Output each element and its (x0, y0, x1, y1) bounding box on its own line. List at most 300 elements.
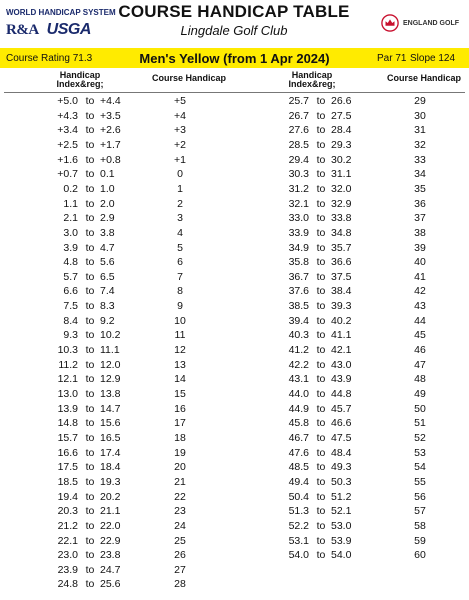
course-handicap-value: +4 (174, 109, 186, 122)
index-range-low: 10.3 (57, 344, 78, 357)
range-separator: to (316, 300, 326, 313)
whs-text: WORLD HANDICAP SYSTEM (6, 8, 116, 17)
index-range-low: 19.4 (57, 490, 78, 503)
range-separator: to (85, 300, 95, 313)
index-range-high: 33.8 (331, 212, 352, 225)
index-range-high: 13.8 (100, 388, 121, 400)
index-range-low: 12.1 (57, 373, 78, 386)
course-handicap-value: 3 (177, 212, 183, 225)
index-range-low: 36.7 (288, 270, 309, 283)
index-range-high: 7.4 (100, 285, 115, 298)
course-handicap-value: +1 (174, 153, 186, 166)
index-range-low: 22.1 (57, 534, 78, 547)
range-separator: to (85, 314, 95, 327)
index-range-low: 25.7 (288, 95, 309, 107)
range-separator: to (316, 446, 326, 459)
table-row (0, 166, 469, 182)
course-handicap-value: 14 (174, 373, 186, 386)
index-range-high: 24.7 (100, 563, 121, 576)
index-range-high: 54.0 (331, 549, 352, 562)
index-range-low: 34.9 (288, 241, 309, 254)
index-range-high: 26.6 (331, 95, 352, 107)
table-row (0, 152, 469, 168)
course-handicap-value: 44 (414, 314, 426, 327)
england-golf-emblem-icon (381, 14, 399, 32)
course-handicap-value: 26 (174, 549, 186, 562)
index-range-high: +4.4 (100, 95, 121, 107)
index-range-low: 41.2 (288, 344, 309, 357)
range-separator: to (316, 358, 326, 371)
course-handicap-value: 39 (414, 241, 426, 254)
index-range-low: 17.5 (57, 461, 78, 474)
index-range-low: 16.6 (57, 446, 78, 459)
index-range-low: 32.1 (288, 197, 309, 210)
index-range-low: 0.2 (63, 182, 78, 195)
index-range-high: 11.1 (100, 344, 120, 357)
table-row (0, 240, 469, 256)
course-handicap-value: 20 (174, 461, 186, 474)
index-range-high: 32.9 (331, 197, 352, 210)
course-handicap-value: 11 (174, 329, 186, 342)
index-range-low: 11.2 (58, 358, 78, 371)
course-handicap-value: 22 (174, 490, 186, 503)
index-range-low: 50.4 (288, 490, 309, 503)
index-range-low: +1.6 (57, 153, 78, 166)
index-range-high: 40.2 (331, 314, 352, 327)
course-handicap-value: 23 (174, 505, 186, 518)
range-separator: to (85, 431, 95, 444)
course-handicap-value: 43 (414, 300, 426, 313)
range-separator: to (85, 534, 95, 547)
table-row (0, 327, 469, 343)
course-handicap-value: 13 (174, 358, 186, 371)
range-separator: to (316, 256, 326, 269)
index-range-low: 29.4 (288, 153, 309, 166)
index-range-low: +5.0 (57, 95, 78, 107)
course-handicap-value: 5 (177, 241, 183, 254)
handicap-index-header-right (277, 71, 347, 89)
index-range-low: 18.5 (57, 475, 78, 488)
range-separator: to (85, 256, 95, 269)
index-range-low: 26.7 (288, 109, 309, 122)
index-range-high: 8.3 (100, 300, 115, 313)
index-range-high: +2.6 (100, 124, 121, 137)
course-handicap-value: 45 (414, 329, 426, 342)
index-range-low: 14.8 (57, 417, 78, 430)
range-separator: to (85, 388, 95, 400)
course-handicap-value: 40 (414, 256, 426, 269)
index-range-high: 37.5 (331, 270, 352, 283)
index-range-high: 43.0 (331, 358, 352, 371)
index-range-low: 52.2 (288, 519, 309, 532)
england-golf-logo (381, 14, 459, 32)
index-range-low: 42.2 (288, 358, 309, 371)
range-separator: to (316, 138, 326, 151)
index-range-high: 19.3 (100, 475, 121, 488)
index-range-low: 20.3 (57, 505, 78, 518)
course-handicap-value: +5 (174, 95, 186, 107)
course-handicap-value: 17 (174, 417, 186, 430)
range-separator: to (316, 182, 326, 195)
index-range-low: 30.3 (288, 168, 309, 181)
course-handicap-value: 50 (414, 402, 426, 415)
course-handicap-value: 56 (414, 490, 426, 503)
index-range-low: 38.5 (288, 300, 309, 313)
range-separator: to (316, 402, 326, 415)
index-range-high: 31.1 (331, 168, 352, 181)
index-range-high: +3.5 (100, 109, 121, 122)
course-handicap-value: 55 (414, 475, 426, 488)
usga-logo: USGA (46, 21, 91, 38)
index-range-high: 47.5 (331, 431, 352, 444)
range-separator: to (85, 95, 95, 107)
course-handicap-value: 34 (414, 168, 426, 181)
course-handicap-value: 41 (414, 270, 426, 283)
course-handicap-value: 48 (414, 373, 426, 386)
index-range-low: 44.0 (288, 388, 309, 400)
range-separator: to (85, 402, 95, 415)
index-range-low: 2.1 (63, 212, 78, 225)
range-separator: to (316, 388, 326, 400)
title-block (118, 2, 350, 38)
course-handicap-value: +3 (174, 124, 186, 137)
course-handicap-value: 18 (174, 431, 186, 444)
index-range-high: 22.0 (100, 519, 121, 532)
index-range-low: 13.9 (57, 402, 78, 415)
column-headers (0, 71, 469, 91)
par-value: Par 71 (377, 52, 407, 64)
range-separator: to (85, 124, 95, 137)
range-separator: to (316, 168, 326, 181)
table-row (0, 137, 469, 153)
index-range-high: 43.9 (331, 373, 352, 386)
course-handicap-value: 58 (414, 519, 426, 532)
table-row (0, 93, 469, 109)
range-separator: to (316, 124, 326, 137)
table-row (0, 196, 469, 212)
range-separator: to (85, 109, 95, 122)
course-handicap-value: 46 (414, 344, 426, 357)
course-handicap-value: 24 (174, 519, 186, 532)
range-separator: to (85, 519, 95, 532)
index-range-high: 5.6 (100, 256, 115, 269)
course-handicap-value: 27 (174, 563, 186, 576)
range-separator: to (316, 461, 326, 474)
table-row (0, 298, 469, 314)
range-separator: to (85, 417, 95, 430)
range-separator: to (316, 212, 326, 225)
range-separator: to (316, 329, 326, 342)
index-range-low: 5.7 (63, 270, 78, 283)
range-separator: to (85, 226, 95, 239)
course-handicap-header-right: Course Handicap (386, 73, 462, 83)
course-handicap-value: 29 (414, 95, 426, 107)
index-range-high: 16.5 (100, 431, 121, 444)
index-range-high: 34.8 (331, 226, 352, 239)
index-range-high: 0.1 (100, 168, 115, 181)
index-range-low: +0.7 (57, 168, 78, 181)
index-range-low: 37.6 (288, 285, 309, 298)
index-range-low: 28.5 (288, 138, 309, 151)
index-range-low: 15.7 (57, 431, 78, 444)
table-row (0, 503, 469, 519)
range-separator: to (316, 373, 326, 386)
course-handicap-value: 21 (174, 475, 186, 488)
course-handicap-value: 42 (414, 285, 426, 298)
course-handicap-value: 25 (174, 534, 186, 547)
course-handicap-value: 49 (414, 388, 426, 400)
range-separator: to (85, 578, 95, 591)
table-row (0, 415, 469, 431)
slope-value: Slope 124 (410, 52, 456, 64)
range-separator: to (85, 475, 95, 488)
index-range-low: 51.3 (288, 505, 309, 518)
index-range-low: 1.1 (63, 197, 78, 210)
course-handicap-value: 60 (414, 549, 426, 562)
index-range-high: 46.6 (331, 417, 352, 430)
course-handicap-value: +2 (174, 138, 186, 151)
index-range-high: 1.0 (100, 182, 115, 195)
index-range-low: +2.5 (57, 138, 78, 151)
index-range-high: 32.0 (331, 182, 352, 195)
range-separator: to (316, 549, 326, 562)
course-handicap-value: 59 (414, 534, 426, 547)
course-handicap-value: 19 (174, 446, 186, 459)
course-handicap-value: 37 (414, 212, 426, 225)
table-row (0, 547, 469, 563)
course-handicap-value: 0 (177, 168, 183, 181)
index-range-high: 23.8 (100, 549, 121, 562)
range-separator: to (316, 431, 326, 444)
ra-logo: R&A (6, 21, 39, 38)
table-row (0, 518, 469, 534)
range-separator: to (316, 109, 326, 122)
index-range-high: 17.4 (100, 446, 121, 459)
index-range-low: 24.8 (57, 578, 78, 591)
index-range-high: 9.2 (100, 314, 115, 327)
index-range-low: 4.8 (63, 256, 78, 269)
course-handicap-value: 28 (174, 578, 186, 591)
index-range-high: 50.3 (331, 475, 352, 488)
course-handicap-value: 9 (177, 300, 183, 313)
index-range-low: 23.0 (57, 549, 78, 562)
range-separator: to (85, 138, 95, 151)
table-row (0, 576, 469, 592)
index-range-low: +4.3 (57, 109, 78, 122)
index-range-low: 49.4 (288, 475, 309, 488)
range-separator: to (85, 446, 95, 459)
range-separator: to (85, 270, 95, 283)
index-range-high: 12.0 (100, 358, 121, 371)
range-separator: to (316, 519, 326, 532)
index-range-high: 6.5 (100, 270, 115, 283)
index-range-low: 9.3 (63, 329, 78, 342)
handicap-index-header-line2: Index&reg; (56, 79, 104, 89)
range-separator: to (316, 153, 326, 166)
index-range-low: 43.1 (288, 373, 309, 386)
index-range-high: 38.4 (331, 285, 352, 298)
table-row (0, 430, 469, 446)
course-handicap-header-left: Course Handicap (151, 73, 227, 83)
range-separator: to (316, 95, 326, 107)
table-row (0, 489, 469, 505)
index-range-high: 51.2 (331, 490, 352, 503)
table-row (0, 283, 469, 299)
course-handicap-value: 16 (174, 402, 186, 415)
index-range-high: 36.6 (331, 256, 352, 269)
index-range-high: 48.4 (331, 446, 352, 459)
page-title: COURSE HANDICAP TABLE (118, 2, 350, 21)
index-range-low: 33.0 (288, 212, 309, 225)
table-row (0, 108, 469, 124)
index-range-low: 8.4 (63, 314, 78, 327)
course-handicap-value: 15 (174, 388, 186, 400)
index-range-high: 45.7 (331, 402, 352, 415)
course-handicap-value: 57 (414, 505, 426, 518)
course-handicap-value: 36 (414, 197, 426, 210)
table-row (0, 254, 469, 270)
table-row (0, 122, 469, 138)
course-handicap-value: 33 (414, 153, 426, 166)
index-range-high: 27.5 (331, 109, 352, 122)
range-separator: to (85, 241, 95, 254)
handicap-index-header-left (45, 71, 115, 89)
index-range-low: 39.4 (288, 314, 309, 327)
course-handicap-value: 54 (414, 461, 426, 474)
index-range-high: 14.7 (100, 402, 121, 415)
index-range-low: 48.5 (288, 461, 309, 474)
index-range-low: 33.9 (288, 226, 309, 239)
index-range-high: 52.1 (331, 505, 352, 518)
range-separator: to (85, 212, 95, 225)
index-range-high: 20.2 (100, 490, 121, 503)
index-range-high: +1.7 (100, 138, 121, 151)
index-range-high: 18.4 (100, 461, 121, 474)
index-range-low: 54.0 (288, 549, 309, 562)
index-range-high: 2.0 (100, 197, 115, 210)
table-row (0, 357, 469, 373)
course-handicap-value: 31 (414, 124, 426, 137)
index-range-high: 42.1 (331, 344, 352, 357)
course-handicap-value: 30 (414, 109, 426, 122)
index-range-low: 13.0 (57, 388, 78, 400)
org-logos (6, 21, 116, 39)
index-range-high: 39.3 (331, 300, 352, 313)
index-range-high: 12.9 (100, 373, 121, 386)
table-row (0, 533, 469, 549)
index-range-high: 29.3 (331, 138, 352, 151)
range-separator: to (85, 182, 95, 195)
table-row (0, 342, 469, 358)
index-range-low: 3.9 (63, 241, 78, 254)
index-range-high: 44.8 (331, 388, 352, 400)
england-golf-text: ENGLAND GOLF (403, 19, 459, 27)
table-row (0, 181, 469, 197)
index-range-high: 25.6 (100, 578, 121, 591)
whs-logo (6, 8, 116, 39)
course-handicap-value: 47 (414, 358, 426, 371)
range-separator: to (85, 505, 95, 518)
index-range-low: 46.7 (288, 431, 309, 444)
table-row (0, 269, 469, 285)
index-range-high: 22.9 (100, 534, 121, 547)
index-range-high: 53.9 (331, 534, 352, 547)
index-range-low: 35.8 (288, 256, 309, 269)
index-range-high: 10.2 (100, 329, 121, 342)
index-range-low: 21.2 (57, 519, 78, 532)
range-separator: to (85, 344, 95, 357)
tee-banner (0, 48, 469, 68)
table-row (0, 313, 469, 329)
index-range-low: 40.3 (288, 329, 309, 342)
handicap-index-header-line1: Handicap (59, 70, 101, 80)
course-handicap-value: 32 (414, 138, 426, 151)
table-row (0, 371, 469, 387)
index-range-high: 28.4 (331, 124, 352, 137)
index-range-low: 6.6 (63, 285, 78, 298)
range-separator: to (85, 490, 95, 503)
handicap-index-header-line2: Index&reg; (288, 79, 336, 89)
index-range-low: 53.1 (288, 534, 309, 547)
range-separator: to (316, 417, 326, 430)
range-separator: to (85, 563, 95, 576)
range-separator: to (316, 226, 326, 239)
range-separator: to (85, 373, 95, 386)
range-separator: to (85, 358, 95, 371)
index-range-high: 3.8 (100, 226, 115, 239)
range-separator: to (85, 549, 95, 562)
index-range-low: 44.9 (288, 402, 309, 415)
course-handicap-value: 2 (177, 197, 183, 210)
range-separator: to (85, 153, 95, 166)
index-range-low: +3.4 (57, 124, 78, 137)
course-handicap-value: 53 (414, 446, 426, 459)
table-row (0, 225, 469, 241)
table-row (0, 401, 469, 417)
course-handicap-value: 51 (414, 417, 426, 430)
index-range-high: +0.8 (100, 153, 121, 166)
table-row (0, 459, 469, 475)
table-row (0, 474, 469, 490)
tee-title: Men's Yellow (from 1 Apr 2024) (139, 50, 330, 66)
table-row (0, 386, 469, 402)
range-separator: to (85, 329, 95, 342)
handicap-index-header-line1: Handicap (291, 70, 333, 80)
index-range-high: 49.3 (331, 461, 352, 474)
index-range-high: 2.9 (100, 212, 115, 225)
course-handicap-value: 35 (414, 182, 426, 195)
table-row (0, 562, 469, 578)
range-separator: to (316, 505, 326, 518)
course-handicap-value: 8 (177, 285, 183, 298)
index-range-high: 30.2 (331, 153, 352, 166)
range-separator: to (316, 241, 326, 254)
range-separator: to (85, 197, 95, 210)
index-range-high: 4.7 (100, 241, 115, 254)
range-separator: to (85, 168, 95, 181)
course-handicap-value: 10 (174, 314, 186, 327)
course-handicap-value: 4 (177, 226, 183, 239)
course-handicap-value: 7 (177, 270, 183, 283)
index-range-high: 15.6 (100, 417, 121, 430)
index-range-low: 47.6 (288, 446, 309, 459)
index-range-high: 41.1 (331, 329, 352, 342)
index-range-low: 45.8 (288, 417, 309, 430)
range-separator: to (316, 270, 326, 283)
range-separator: to (316, 490, 326, 503)
index-range-low: 3.0 (63, 226, 78, 239)
index-range-high: 35.7 (331, 241, 352, 254)
